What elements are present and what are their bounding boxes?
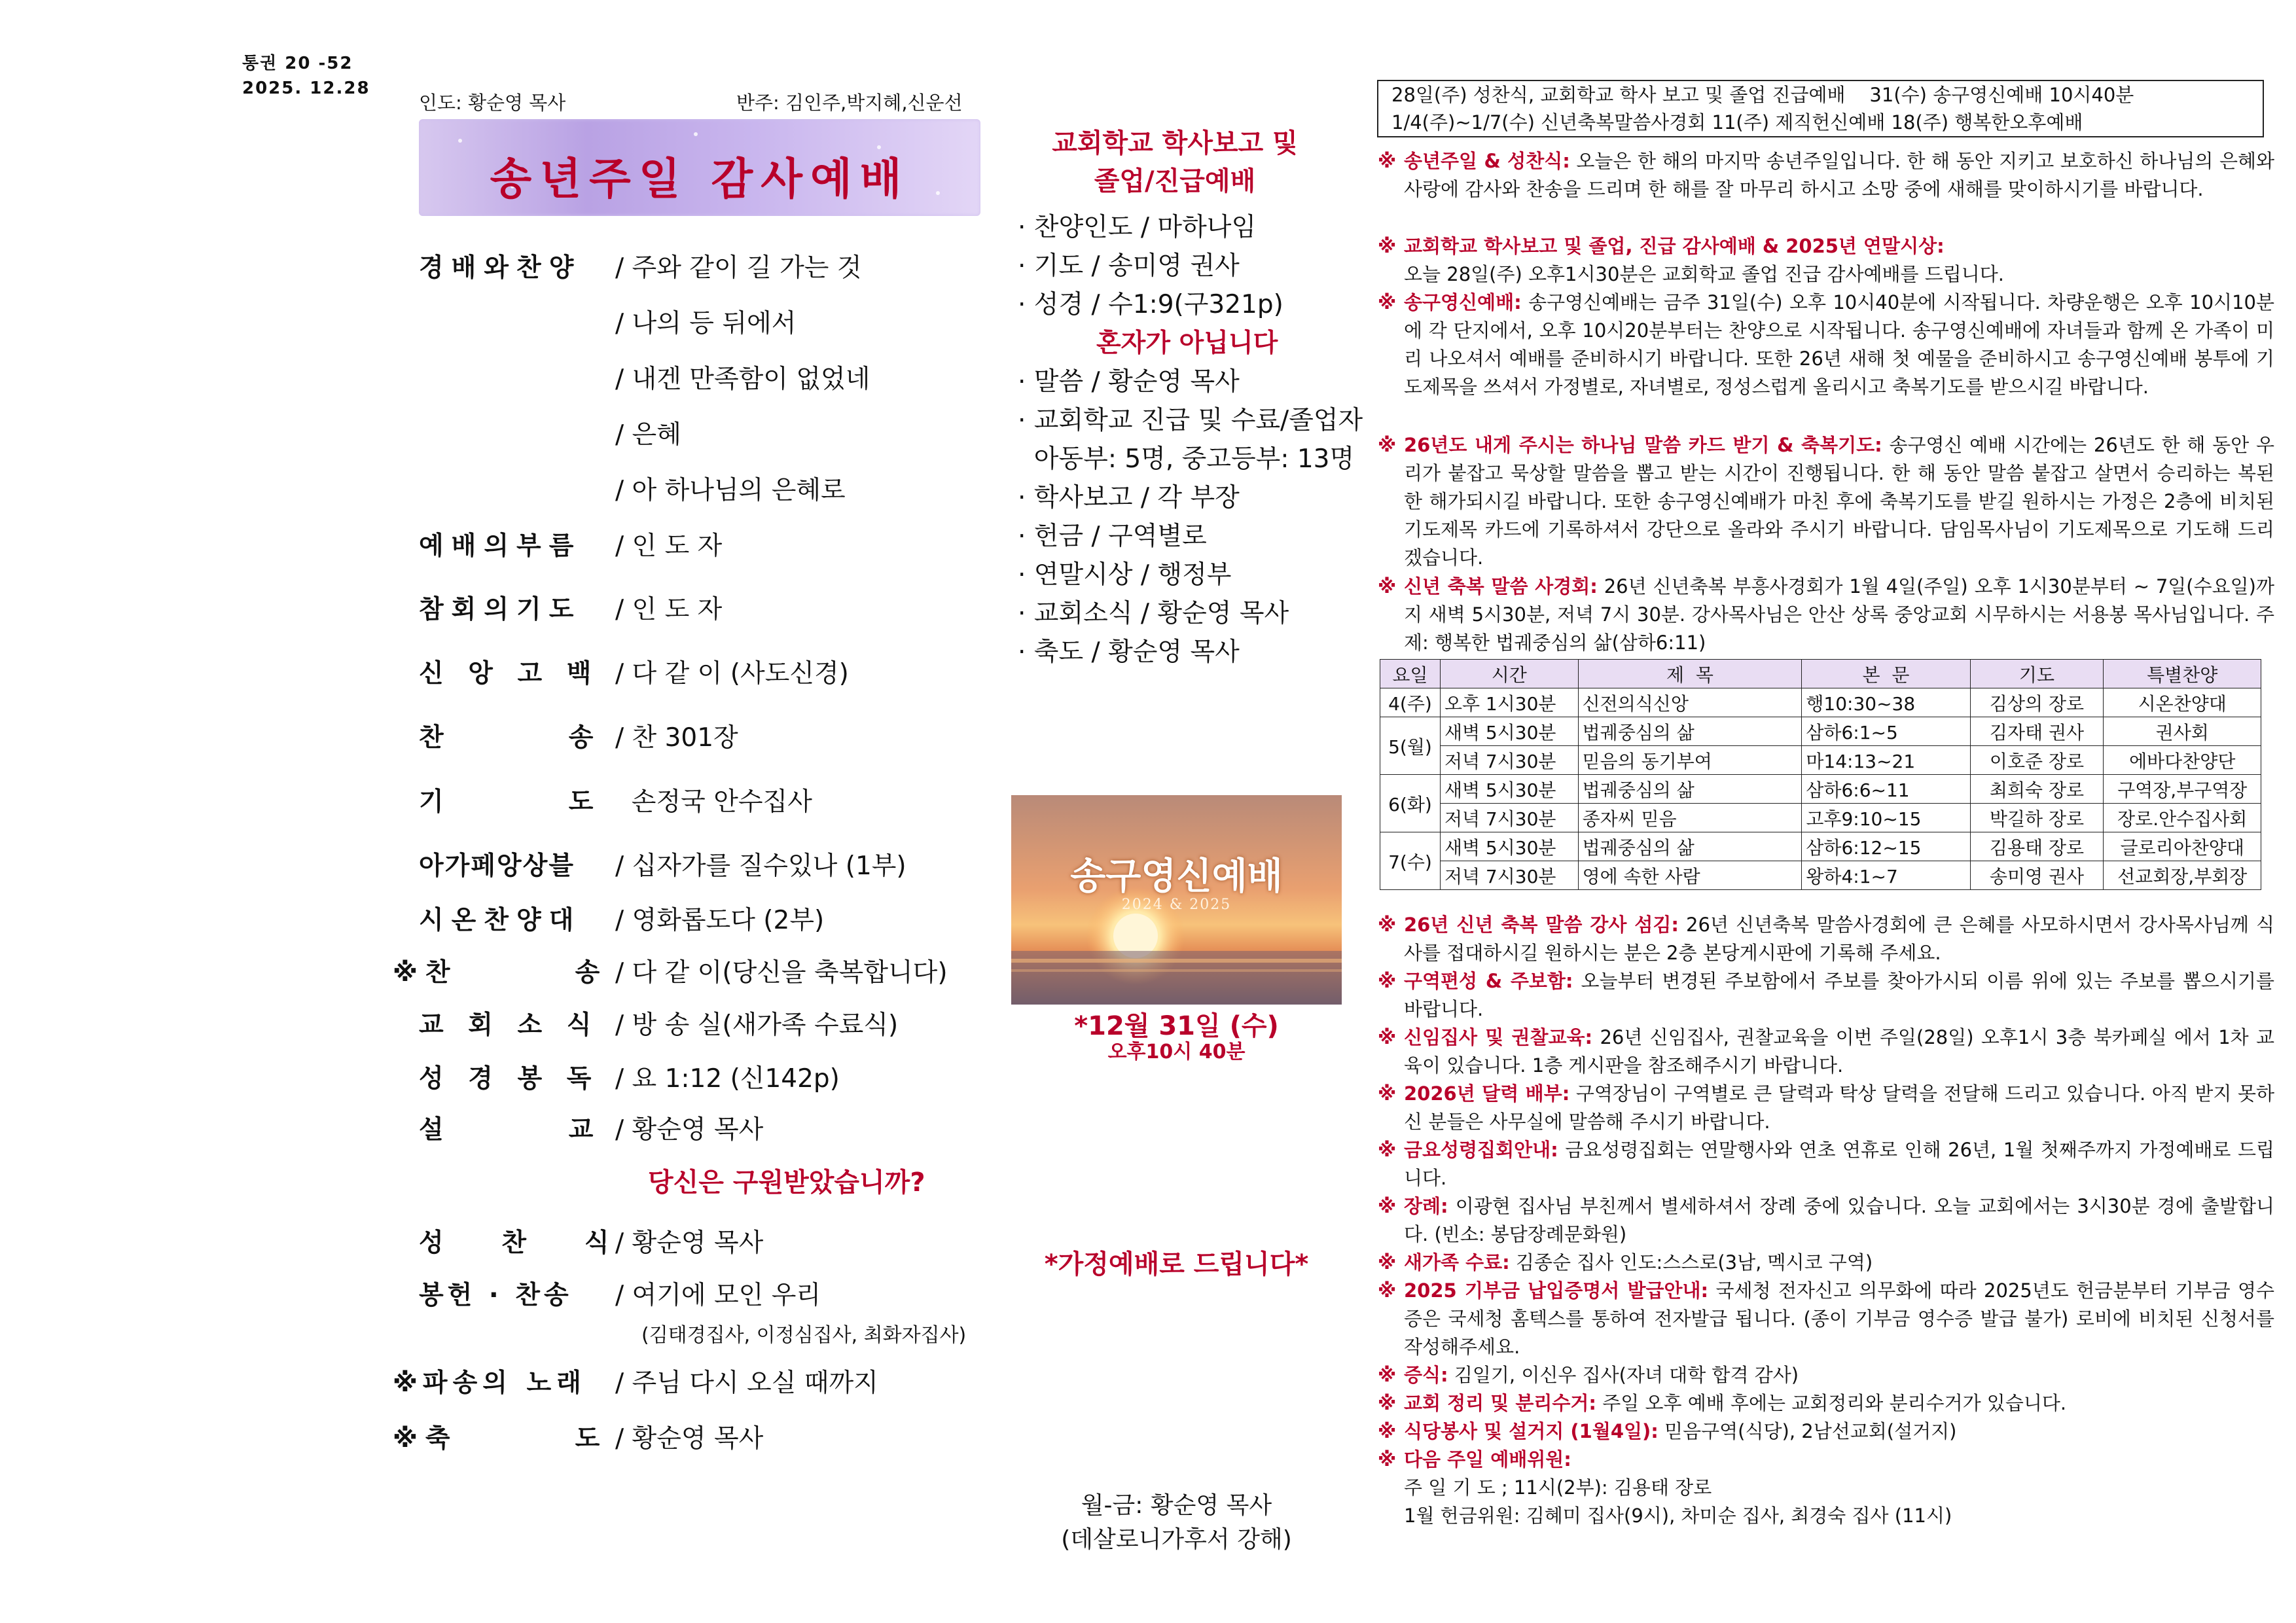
news-heading: 교회학교 학사보고 및 졸업, 진급 감사예배 & 2025년 연말시상: [1404, 235, 1945, 257]
news-heading: 26년도 내게 주시는 하나님 말씀 카드 받기 & 축복기도: [1404, 434, 1882, 456]
reference-mark: ※ [1378, 434, 1397, 456]
reference-mark: ※ [1378, 1392, 1397, 1414]
song-cell: 선교회장,부회장 [2104, 861, 2261, 890]
news-heading: 신년 축복 말씀 사경회: [1404, 575, 1598, 597]
reference-mark: ※ [1378, 150, 1397, 172]
day-cell: 7(수) [1380, 832, 1441, 890]
order-label: 경배와찬양 [419, 253, 582, 283]
time-cell: 저녁 7시30분 [1440, 746, 1578, 775]
news-heading: 금요성령집회안내: [1404, 1139, 1558, 1161]
list-item: · 헌금 / 구역별로 [1018, 522, 1207, 551]
song-cell: 글로리아찬양대 [2104, 832, 2261, 861]
order-value: / 다 같 이(당신을 축복합니다) [615, 958, 948, 988]
column-header: 시간 [1440, 660, 1578, 688]
time-cell: 저녁 7시30분 [1440, 804, 1578, 832]
revival-schedule-table [1380, 659, 2261, 890]
reference-mark: ※ [1378, 1251, 1397, 1274]
title-cell: 신전의식신앙 [1578, 688, 1802, 717]
weekday-sermon [1011, 1489, 1342, 1557]
title-cell: 종자씨 믿음 [1578, 804, 1802, 832]
order-label: ※찬 송 [393, 958, 608, 988]
news-heading: 2026년 달력 배부: [1404, 1082, 1570, 1105]
reference-mark: ※ [1378, 235, 1397, 257]
news-heading: 구역편성 & 주보함: [1404, 970, 1573, 992]
news-heading: 송년주일 & 성찬식: [1404, 150, 1570, 172]
news-heading: 교회 정리 및 분리수거: [1404, 1392, 1597, 1414]
column-header: 본 문 [1802, 660, 1970, 688]
song-cell: 구역장,부구역장 [2104, 775, 2261, 804]
scripture-cell: 삼하6:12~15 [1802, 832, 1970, 861]
news-body: 26년 신년축복 부흥사경회가 1월 4일(주일) 오후 1시30분부터 ~ 7일(수요일)까지 새벽 5시30분, 저녁 7시 30분. 강사목사님은 안산 상록 중앙교회 시무하시는 서용봉 목사님입니다. 주제: 행복한 법궤중심의 삶(삼하6:11) [1404, 575, 2274, 654]
title-cell: 법궤중심의 삶 [1578, 717, 1802, 746]
graduation-title-line: 졸업/진급예배 [1094, 166, 1256, 196]
news-body: 오늘부터 변경된 주보함에서 주보를 찾아가시되 이름 위에 있는 주보를 뽑으시기를 바랍니다. [1404, 970, 2274, 1020]
news-item [1378, 911, 2274, 967]
news-body: 송구영신 예배 시간에는 26년도 한 해 동안 우리가 붙잡고 묵상할 말씀을 뽑고 받는 시간이 진행됩니다. 한 해 동안 말씀 붙잡고 살면서 승리하는 복된 한 해가되시길 바랍니다. 또한 송구영신예배가 마친 후에 축복기도를 받길 원하시는 가정은 2층에 비치된 기도제목 카드에 기록하셔서 강단으로 올라와 주시기 바랍니다. 담임목사님이 기도제목으로 기도해 드리겠습니다. [1404, 434, 2274, 569]
order-value: / 영화롭도다 (2부) [615, 906, 825, 935]
news-item [1378, 1024, 2274, 1080]
news-body: 26년 신임집사, 권찰교육을 이번 주일(28일) 오후1시 3층 북카페실 에서 1차 교육이 있습니다. 1층 게시판을 참조해주시기 바랍니다. [1404, 1026, 2275, 1077]
order-value: / 황순영 목사 [615, 1424, 764, 1454]
news-body: 김일기, 이신우 집사(자녀 대학 합격 감사) [1448, 1364, 1799, 1386]
order-value: / 인 도 자 [615, 531, 723, 561]
prayer-cell: 김상의 장로 [1970, 688, 2104, 717]
accompanists: 반주: 김인주,박지혜,신운선 [736, 92, 963, 114]
scripture-cell: 고후9:10~15 [1802, 804, 1970, 832]
order-label: 기 도 [419, 787, 601, 817]
sermon-title: 당신은 구원받았습니까? [648, 1168, 925, 1198]
list-item: · 기도 / 송미영 권사 [1018, 251, 1240, 281]
next-week-prayer: 주 일 기 도 ; 11시(2부): 김용태 장로 [1404, 1476, 1712, 1499]
newyear-eve-time [1011, 1011, 1342, 1063]
table-row [1380, 746, 2261, 775]
prayer-cell: 김용태 장로 [1970, 832, 2104, 861]
graduation-order [1018, 208, 1363, 671]
news-heading: 2025 기부금 납입증명서 발급안내: [1404, 1279, 1709, 1302]
volume-number: 통권 20 -52 [242, 54, 353, 73]
weekday-preacher: 월-금: 황순영 목사 [1081, 1492, 1272, 1519]
news-item [1378, 1249, 2274, 1277]
sunset-image [1011, 795, 1342, 1005]
newyear-eve-hour: 오후10시 40분 [1107, 1041, 1246, 1063]
issue-info [242, 51, 370, 101]
news-item [1378, 431, 2274, 573]
next-week-offering: 1월 헌금위원: 김혜미 집사(9시), 차미순 집사, 최경숙 집사 (11시) [1404, 1505, 1952, 1527]
order-label: 설 교 [419, 1115, 601, 1145]
prayer-cell: 최희숙 장로 [1970, 775, 2104, 804]
service-title: 송년주일 감사예배 [490, 154, 910, 204]
order-label: ※파송의 노래 [393, 1368, 586, 1398]
news-item [1378, 289, 2274, 431]
order-label: 신 앙 고 백 [419, 659, 600, 688]
order-value: / 여기에 모인 우리 [615, 1281, 821, 1310]
reference-mark: ※ [1378, 291, 1397, 313]
column-header: 기도 [1970, 660, 2104, 688]
song-cell: 권사회 [2104, 717, 2261, 746]
title-cell: 법궤중심의 삶 [1578, 832, 1802, 861]
list-item: · 교회소식 / 황순영 목사 [1018, 599, 1289, 628]
news-heading: 26년 신년 축복 말씀 강사 섬김: [1404, 914, 1679, 936]
reference-mark: ※ [1378, 1026, 1397, 1048]
order-label: 찬 송 [419, 723, 601, 753]
news-item [1378, 1080, 2274, 1136]
news-item [1378, 1192, 2274, 1249]
title-cell: 영에 속한 사람 [1578, 861, 1802, 890]
schedule-box [1377, 80, 2264, 137]
news-body: 오늘 28일(주) 오후1시30분은 교회학교 졸업 진급 감사예배를 드립니다. [1404, 263, 2004, 285]
news-body: 오늘은 한 해의 마지막 송년주일입니다. 한 해 동안 지키고 보호하신 하나님의 은혜와 사랑에 감사와 찬송을 드리며 한 해를 잘 마무리 하시고 소망 중에 새해를 맞이하시기를 바랍니다. [1404, 150, 2274, 200]
sermon-subtitle: 혼자가 아닙니다 [1096, 329, 1278, 358]
title-cell: 법궤중심의 삶 [1578, 775, 1802, 804]
weekday-series: (데살로니가후서 강해) [1061, 1526, 1292, 1553]
order-label: 참회의기도 [419, 595, 582, 624]
news-heading: 증식: [1404, 1364, 1448, 1386]
list-item: · 연말시상 / 행정부 [1018, 560, 1232, 590]
day-cell: 4(주) [1380, 688, 1441, 717]
order-value: / 황순영 목사 [615, 1115, 764, 1145]
order-value: / 내겐 만족함이 없었네 [615, 365, 870, 394]
news-body: 주일 오후 예배 후에는 교회정리와 분리수거가 있습니다. [1596, 1392, 2067, 1414]
news-body: 26년 신년축복 말씀사경회에 큰 은혜를 사모하시면서 강사목사님께 식사를 접대하시길 원하시는 분은 2층 본당게시판에 기록해 주세요. [1404, 914, 2274, 964]
order-label: ※축 도 [393, 1424, 608, 1454]
table-row [1380, 688, 2261, 717]
news-body: 송구영신예배는 금주 31일(수) 오후 10시40분에 시작됩니다. 차량운행은 오후 10시10분에 각 단지에서, 오후 10시20분부터는 찬양으로 시작됩니다. 송구영신예배에 자녀들과 함께 온 가족이 미리 나오셔서 예배를 준비하시기 바랍니다. 또한 26년 새해 첫 예물을 준비하시고 송구영신예배 봉투에 기도제목을 쓰셔서 가정별로, 자녀별로, 정성스럽게 올리시고 축복기도를 받으시길 바랍니다. [1404, 291, 2274, 398]
order-value: / 찬 301장 [615, 723, 738, 753]
order-label: 성 찬 식 [419, 1228, 617, 1258]
news-body: 국세청 전자신고 의무화에 따라 2025년도 헌금분부터 기부금 영수증은 국세청 홈텍스를 통하여 전자발급 됩니다. (종이 기부금 영수증 발급 불가) 로비에 비치된 신청서를 작성해주세요. [1404, 1279, 2274, 1358]
list-item: · 축도 / 황순영 목사 [1018, 637, 1240, 667]
column-header: 요일 [1380, 660, 1441, 688]
news-item [1378, 1361, 2274, 1389]
reference-mark: ※ [1378, 1364, 1397, 1386]
issue-date: 2025. 12.28 [242, 79, 370, 98]
news-item [1378, 967, 2274, 1024]
reference-mark: ※ [1378, 1279, 1397, 1302]
news-body: 금요성령집회는 연말행사와 연초 연휴로 인해 26년, 1월 첫째주까지 가정예배로 드립니다. [1404, 1139, 2274, 1189]
prayer-cell: 이호준 장로 [1970, 746, 2104, 775]
time-cell: 오후 1시30분 [1440, 688, 1578, 717]
news-heading: 송구영신예배: [1404, 291, 1522, 313]
news-item [1378, 1446, 2274, 1474]
graduation-title-line: 교회학교 학사보고 및 [1052, 128, 1298, 158]
news-heading: 다음 주일 예배위원: [1404, 1448, 1571, 1471]
list-item: · 말씀 / 황순영 목사 [1018, 367, 1240, 397]
day-cell: 5(월) [1380, 717, 1441, 775]
home-worship-note: *가정예배로 드립니다* [1044, 1249, 1309, 1279]
table-row [1380, 804, 2261, 832]
order-value: / 방 송 실(새가족 수료식) [615, 1010, 899, 1040]
time-cell: 새벽 5시30분 [1440, 832, 1578, 861]
time-cell: 새벽 5시30분 [1440, 775, 1578, 804]
list-item: 아동부: 5명, 중고등부: 13명 [1018, 444, 1355, 474]
reference-mark: ※ [1378, 1195, 1397, 1217]
order-value: / 요 1:12 (신142p) [615, 1064, 840, 1094]
news-body: 김종순 집사 인도:스스로(3남, 멕시코 구역) [1509, 1251, 1873, 1274]
reference-mark: ※ [1378, 1420, 1397, 1442]
order-label: 봉헌 · 찬송 [419, 1281, 573, 1310]
order-value: / 주님 다시 오실 때까지 [615, 1368, 878, 1398]
news-item [1378, 573, 2274, 659]
church-news-continued [1378, 911, 2274, 1530]
order-label: 아가페앙상블 [419, 851, 575, 881]
photo-subtitle: 2024 & 2025 [1121, 897, 1232, 913]
order-label: 예배의부름 [419, 531, 582, 561]
offering-helpers: (김태경집사, 이정심집사, 최화자집사) [641, 1324, 967, 1347]
news-heading: 새가족 수료: [1404, 1251, 1510, 1274]
graduation-service-title [1011, 124, 1338, 200]
news-body: 믿음구역(식당), 2남선교회(설거지) [1658, 1420, 1957, 1442]
reference-mark: ※ [1378, 1139, 1397, 1161]
news-item [1378, 147, 2274, 232]
table-header-row [1380, 660, 2261, 688]
scripture-cell: 삼하6:6~11 [1802, 775, 1970, 804]
reference-mark: ※ [1378, 1448, 1397, 1471]
order-value: / 아 하나님의 은혜로 [615, 476, 846, 505]
prayer-cell: 송미영 권사 [1970, 861, 2104, 890]
list-item: · 찬양인도 / 마하나임 [1018, 213, 1257, 242]
news-item [1378, 1389, 2274, 1418]
schedule-line: 1/4(주)~1/7(수) 신년축복말씀사경회 11(주) 제직헌신예배 18(주) 행복한오후예배 [1391, 111, 2083, 134]
order-value: / 인 도 자 [615, 595, 723, 624]
news-body: 구역장님이 구역별로 큰 달력과 탁상 달력을 전달해 드리고 있습니다. 아직 받지 못하신 분들은 사무실에 말씀해 주시기 바랍니다. [1404, 1082, 2274, 1133]
order-value: / 은혜 [615, 420, 681, 450]
worship-leader: 인도: 황순영 목사 [419, 92, 566, 114]
prayer-cell: 김자태 권사 [1970, 717, 2104, 746]
order-label: 성 경 봉 독 [419, 1064, 600, 1094]
song-cell: 에바다찬양단 [2104, 746, 2261, 775]
order-value: 손정국 안수집사 [615, 787, 812, 817]
news-heading: 신임집사 및 권찰교육: [1404, 1026, 1593, 1048]
table-row [1380, 717, 2261, 746]
reference-mark: ※ [1378, 914, 1397, 936]
table-row [1380, 861, 2261, 890]
day-cell: 6(화) [1380, 775, 1441, 832]
title-cell: 믿음의 동기부여 [1578, 746, 1802, 775]
reference-mark: ※ [1378, 970, 1397, 992]
order-value: / 나의 등 뒤에서 [615, 309, 797, 338]
order-value: / 황순영 목사 [615, 1228, 764, 1258]
order-value: / 다 같 이 (사도신경) [615, 659, 849, 688]
news-item [1378, 1277, 2274, 1361]
list-item: · 성경 / 수1:9(구321p) [1018, 290, 1283, 319]
order-value: / 십자가를 질수있나 (1부) [615, 851, 906, 881]
list-item: · 학사보고 / 각 부장 [1018, 483, 1240, 512]
prayer-cell: 박길하 장로 [1970, 804, 2104, 832]
reference-mark: ※ [1378, 575, 1397, 597]
order-value: / 주와 같이 길 가는 것 [615, 253, 862, 283]
list-item: · 교회학교 진급 및 수료/졸업자 [1018, 406, 1363, 435]
order-label: 시온찬양대 [419, 906, 582, 935]
news-item [1378, 232, 2274, 289]
column-header: 제 목 [1578, 660, 1802, 688]
song-cell: 장로.안수집사회 [2104, 804, 2261, 832]
news-body: 이광현 집사님 부친께서 별세하셔서 장례 중에 있습니다. 오늘 교회에서는 3시30분 경에 출발합니다. (빈소: 봉담장례문화원) [1404, 1195, 2274, 1245]
news-heading: 장례: [1404, 1195, 1448, 1217]
time-cell: 저녁 7시30분 [1440, 861, 1578, 890]
church-news [1378, 147, 2274, 659]
scripture-cell: 행10:30~38 [1802, 688, 1970, 717]
song-cell: 시온찬양대 [2104, 688, 2261, 717]
newyear-eve-date: *12월 31일 (수) [1074, 1011, 1279, 1041]
column-header: 특별찬양 [2104, 660, 2261, 688]
news-item [1378, 1418, 2274, 1446]
scripture-cell: 마14:13~21 [1802, 746, 1970, 775]
table-row [1380, 775, 2261, 804]
scripture-cell: 왕하4:1~7 [1802, 861, 1970, 890]
order-label: 교 회 소 식 [419, 1010, 600, 1040]
reference-mark: ※ [1378, 1082, 1397, 1105]
time-cell: 새벽 5시30분 [1440, 717, 1578, 746]
news-heading: 식당봉사 및 설거지 (1월4일): [1404, 1420, 1659, 1442]
title-banner [419, 119, 980, 216]
table-row [1380, 832, 2261, 861]
schedule-line: 28일(주) 성찬식, 교회학교 학사 보고 및 졸업 진급예배 31(수) 송구영신예배 10시40분 [1391, 84, 2134, 106]
news-item [1378, 1136, 2274, 1192]
photo-title: 송구영신예배 [1070, 855, 1283, 898]
scripture-cell: 삼하6:1~5 [1802, 717, 1970, 746]
